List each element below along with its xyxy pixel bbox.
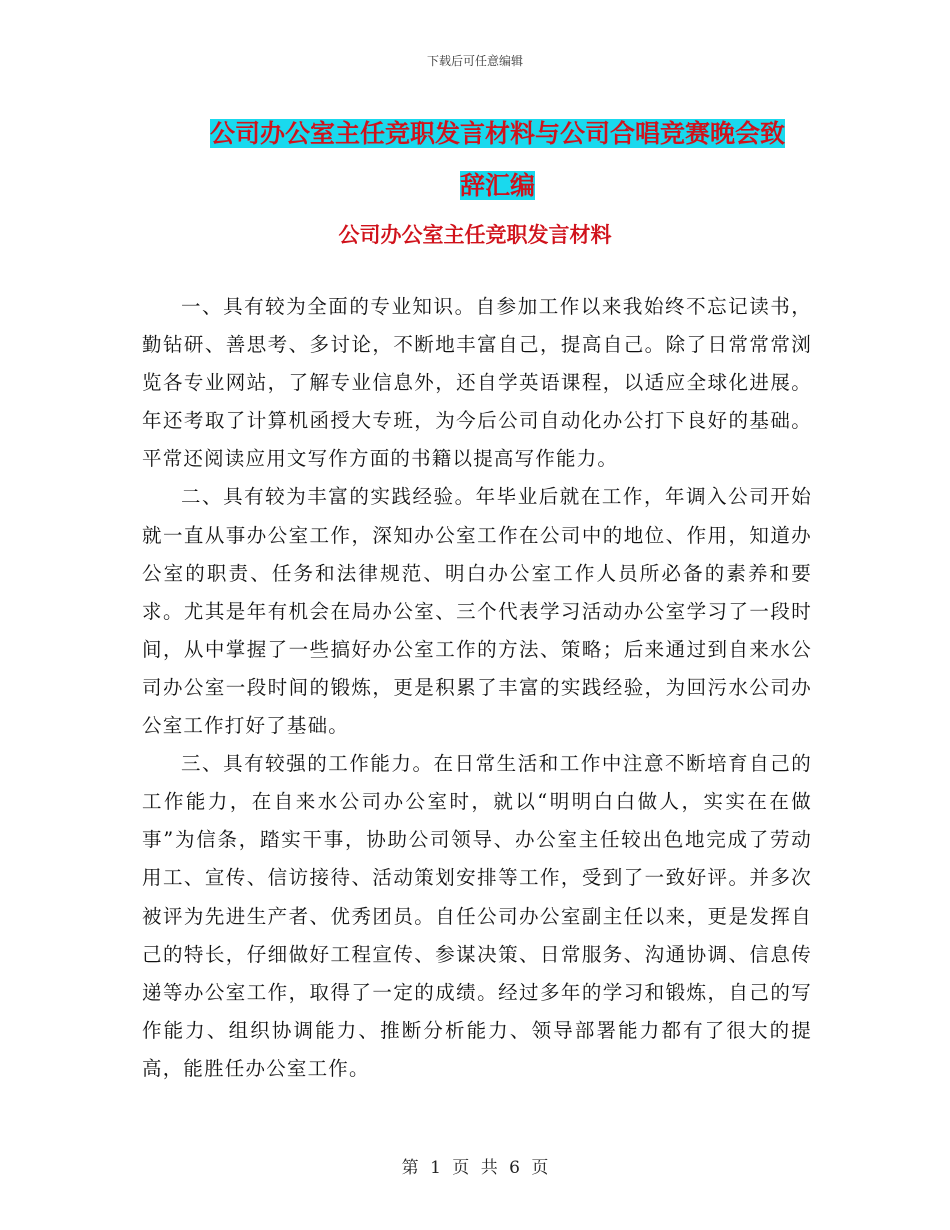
header-note: 下载后可任意编辑: [426, 54, 523, 68]
paragraph-2: 二、具有较为丰富的实践经验。年毕业后就在工作，年调入公司开始就一直从事办公室工作，深知办公室工作在公司中的地位、作用，知道办公室的职责、任务和法律规范、明白办公室工作人员所必备的素养和要求。尤其是年有机会在局办公室、三个代表学习活动办公室学习了一段时间，从中掌握了一些搞好办公室工作的方法、策略；后来通过到自来水公司办公室一段时间的锻炼，更是积累了丰富的实践经验，为回污水公司办公室工作打好了基础。: [142, 485, 812, 738]
paragraph-3: 三、具有较强的工作能力。在日常生活和工作中注意不断培育自己的工作能力，在自来水公司办公室时，就以“明明白白做人，实实在在做事”为信条，踏实干事，协助公司领导、办公室主任较出色地完成了劳动用工、宣传、信访接待、活动策划安排等工作，受到了一致好评。并多次被评为先进生产者、优秀团员。自任公司办公室副主任以来，更是发挥自己的特长，仔细做好工程宣传、参谋决策、日常服务、沟通协调、信息传递等办公室工作，取得了一定的成绩。经过多年的学习和锻炼，自己的写作能力、组织协调能力、推断分析能力、领导部署能力都有了很大的提高，能胜任办公室工作。: [142, 752, 812, 1080]
document-title-line2: 辞汇编: [459, 171, 535, 200]
section-title: 公司办公室主任竞职发言材料: [338, 223, 612, 247]
document-title: [185, 108, 810, 212]
body-text: [142, 288, 812, 1088]
document-title-line1: 公司办公室主任竞职发言材料与公司合唱竞赛晚会致: [209, 119, 785, 148]
paragraph-1: 一、具有较为全面的专业知识。自参加工作以来我始终不忘记读书，勤钻研、善思考、多讨论，不断地丰富自己，提高自己。除了日常常常浏览各专业网站，了解专业信息外，还自学英语课程，以适应全球化进展。年还考取了计算机函授大专班，为今后公司自动化办公打下良好的基础。平常还阅读应用文写作方面的书籍以提高写作能力。: [142, 295, 812, 471]
page-footer: 第 1 页 共 6 页: [401, 1158, 549, 1178]
